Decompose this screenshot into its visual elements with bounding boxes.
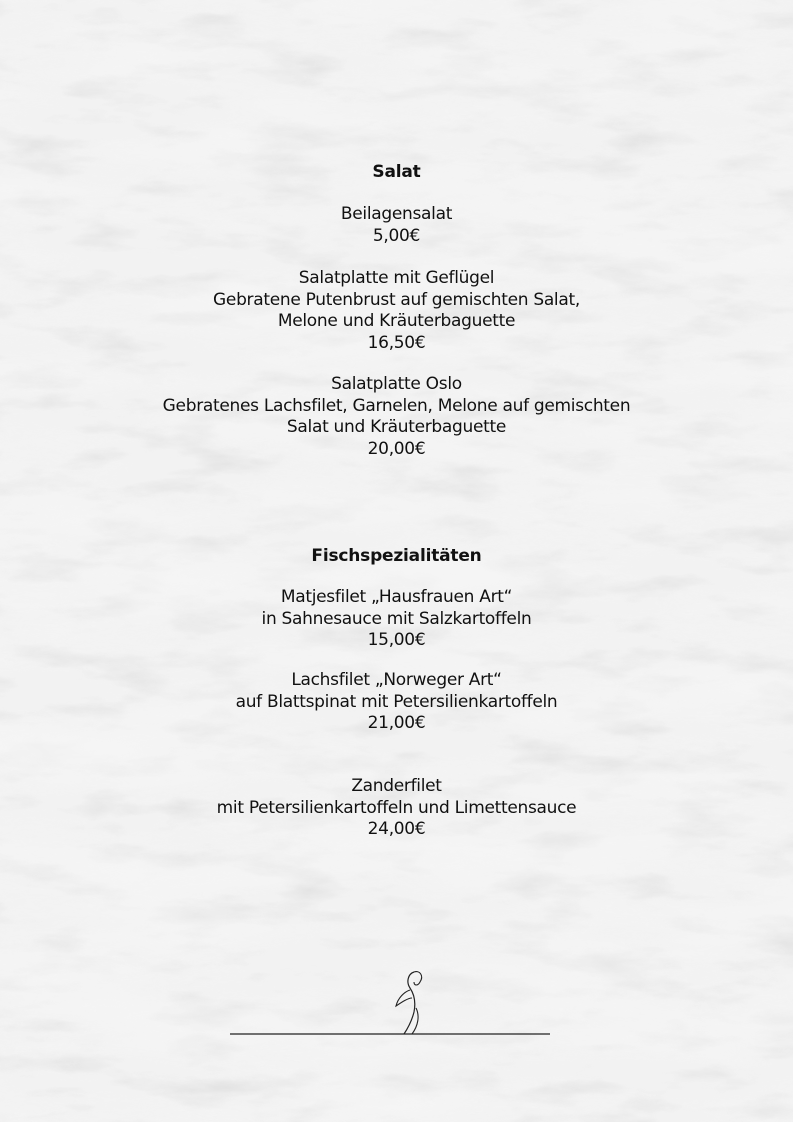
dish-price: 20,00€ [367,438,426,459]
dish-description-line: Gebratenes Lachsfilet, Garnelen, Melone auf gemischten [162,395,631,416]
dish-name: Salatplatte Oslo [331,374,462,394]
dish-name: Lachsfilet „Norweger Art“ [291,670,502,690]
swan-wing-stroke [396,990,412,1006]
dish-price: 24,00€ [367,819,426,839]
section-title-fischspezialitaeten: Fischspezialitäten [311,546,482,566]
dish-description-line: Melone und Kräuterbaguette [277,311,516,331]
dish-description-line: mit Petersilienkartoffeln und Limettensauce [216,797,577,818]
dish-name: Matjesfilet „Hausfrauen Art“ [280,587,513,607]
dish-lachsfilet [0,670,793,735]
dish-zanderfilet [0,776,793,841]
dish-price: 21,00€ [367,713,426,733]
dish-name: Zanderfilet [351,776,442,796]
dish-matjesfilet [0,587,793,652]
dish-description-line: in Sahnesauce mit Salzkartoffeln [261,608,532,629]
dish-salatplatte-oslo [0,374,793,460]
dish-description-line: Salat und Kräuterbaguette [286,417,507,437]
swan-head-stroke [404,972,415,1034]
swan-line-ornament-icon [228,968,553,1040]
swan-body-stroke [412,1008,418,1034]
dish-price: 16,50€ [367,332,426,353]
dish-description-line: Gebratene Putenbrust auf gemischten Salat, [213,289,580,310]
section-title-salat: Salat [372,162,421,182]
dish-beilagensalat [0,204,793,247]
swan-neck-stroke [414,972,422,985]
dish-salatplatte-gefluegel [0,268,793,354]
dish-price: 5,00€ [372,225,421,246]
dish-price: 15,00€ [367,630,426,650]
dish-description-line: auf Blattspinat mit Petersilienkartoffeln [235,691,558,712]
dish-name: Salatplatte mit Geflügel [298,268,495,288]
dish-name: Beilagensalat [340,204,453,224]
